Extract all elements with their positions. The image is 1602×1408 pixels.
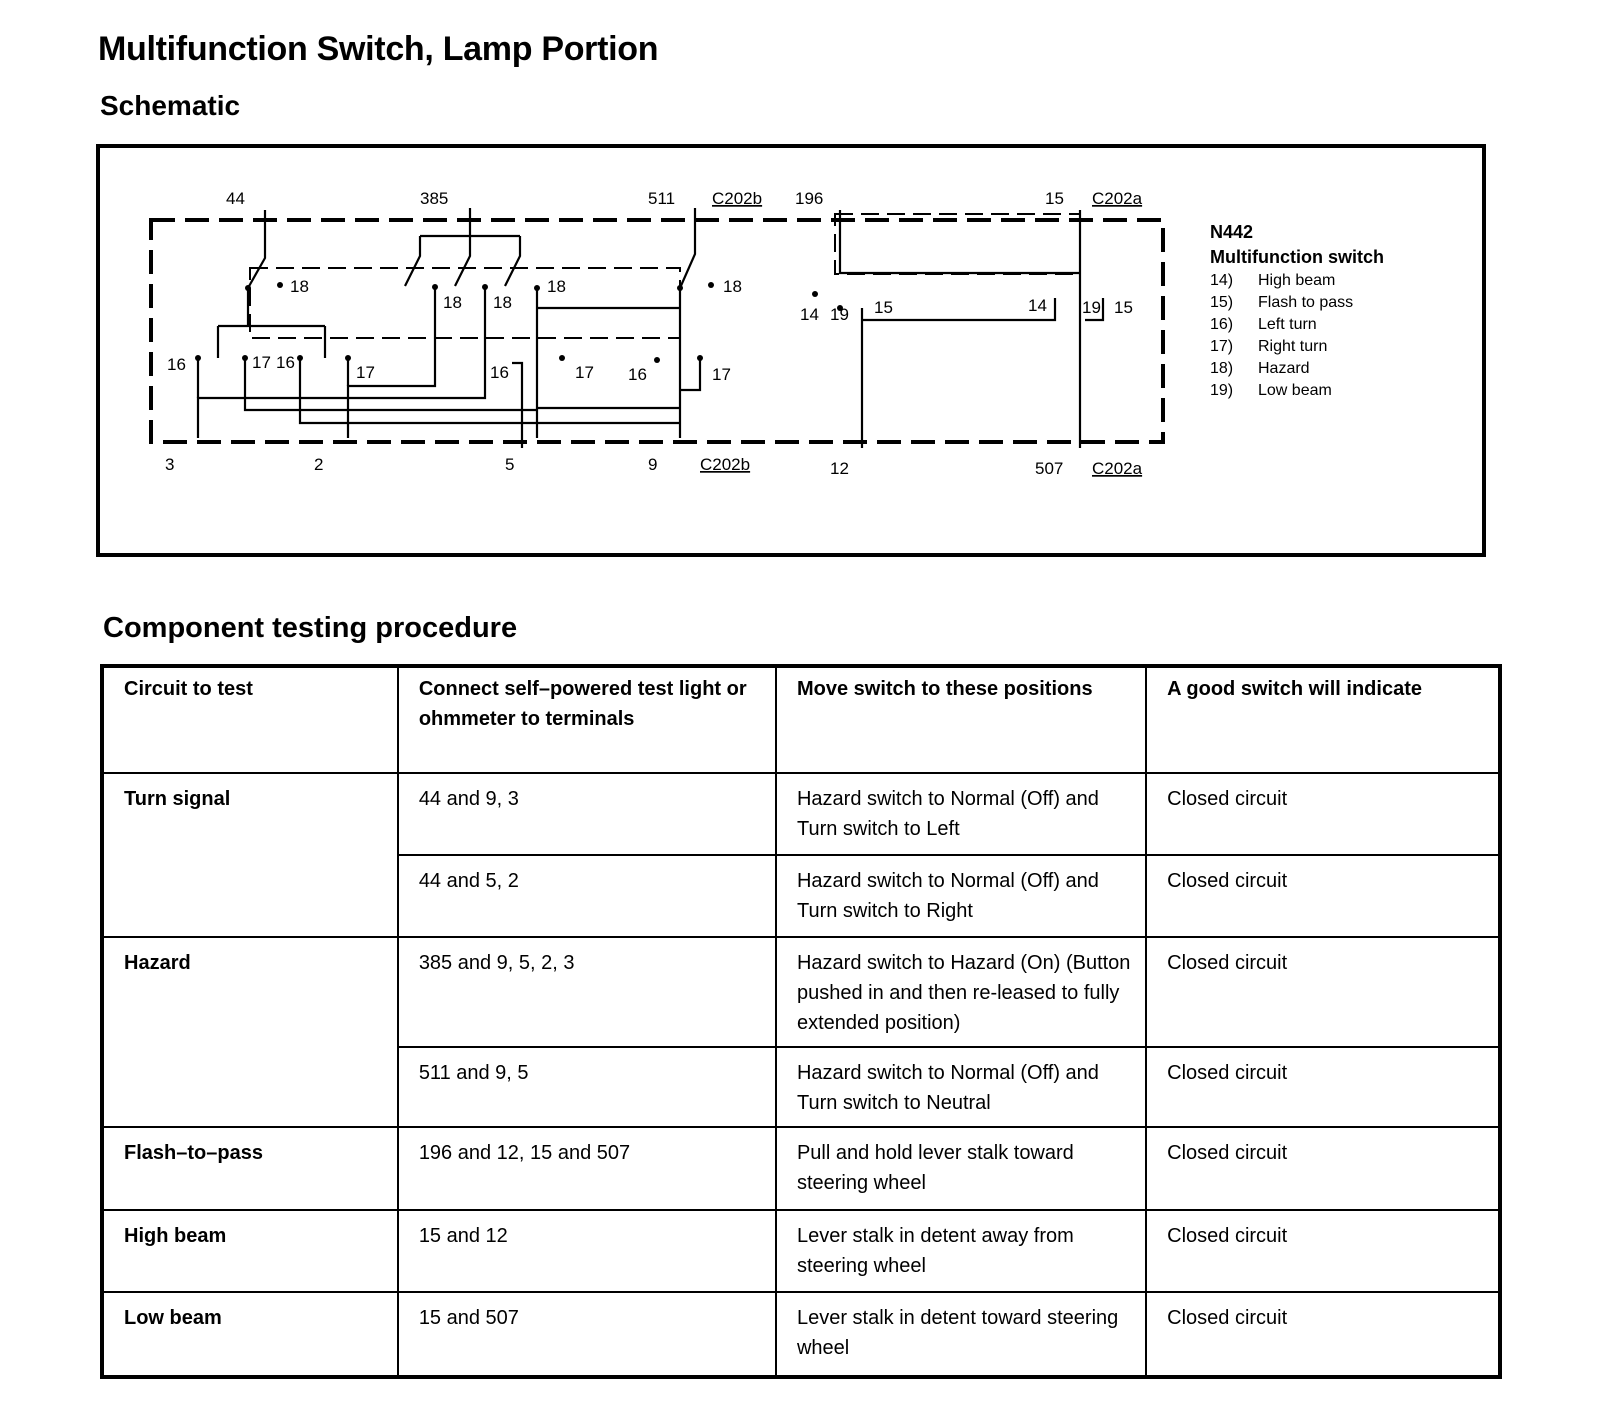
terminals-cell: 44 and 5, 2 bbox=[398, 855, 776, 937]
table-row bbox=[102, 1127, 1500, 1210]
label-18: 18 bbox=[290, 277, 309, 296]
terminal-2: 2 bbox=[314, 455, 324, 474]
terminal-3: 3 bbox=[165, 455, 175, 474]
terminal-15: 15 bbox=[1045, 189, 1064, 208]
position-cell: Pull and hold lever stalk toward steering wheel bbox=[776, 1127, 1146, 1210]
label-15: 15 bbox=[1114, 298, 1133, 317]
label-17: 17 bbox=[575, 363, 594, 382]
beam-contacts bbox=[862, 298, 1103, 448]
schematic-heading: Schematic bbox=[100, 90, 241, 121]
circuit-cell: Hazard bbox=[102, 937, 398, 1127]
label-14: 14 bbox=[1028, 296, 1047, 315]
result-cell: Closed circuit bbox=[1146, 937, 1500, 1047]
label-18: 18 bbox=[443, 293, 462, 312]
terminal-511: 511 bbox=[648, 189, 676, 208]
housing-inner-dashed bbox=[250, 268, 680, 338]
header-terminals: Connect self–powered test light or ohmmeter to terminals bbox=[398, 666, 776, 773]
position-cell: Hazard switch to Normal (Off) and Turn switch to Right bbox=[776, 855, 1146, 937]
position-cell: Hazard switch to Hazard (On) (Button pushed in and then re-leased to fully extended position) bbox=[776, 937, 1146, 1047]
label-16: 16 bbox=[628, 365, 647, 384]
label-18: 18 bbox=[723, 277, 742, 296]
table-row bbox=[102, 937, 1500, 1047]
position-cell: Hazard switch to Normal (Off) and Turn switch to Neutral bbox=[776, 1047, 1146, 1127]
procedure-heading: Component testing procedure bbox=[103, 612, 518, 644]
page-title: Multifunction Switch, Lamp Portion bbox=[98, 30, 659, 68]
circuit-cell: High beam bbox=[102, 1210, 398, 1292]
terminals-cell: 15 and 12 bbox=[398, 1210, 776, 1292]
legend-item: 16) Left turn bbox=[1210, 316, 1317, 333]
result-cell: Closed circuit bbox=[1146, 1047, 1500, 1127]
table-row bbox=[102, 1210, 1500, 1292]
terminal-385: 385 bbox=[420, 189, 449, 208]
legend-item: 15) Flash to pass bbox=[1210, 294, 1354, 311]
schematic-legend bbox=[1210, 220, 1384, 402]
label-14: 14 bbox=[800, 305, 819, 324]
label-18: 18 bbox=[547, 277, 566, 296]
legend-item: 19) Low beam bbox=[1210, 382, 1332, 399]
result-cell: Closed circuit bbox=[1146, 855, 1500, 937]
connector-c202a-top: C202a bbox=[1092, 189, 1143, 208]
label-15: 15 bbox=[874, 298, 893, 317]
position-cell: Lever stalk in detent toward steering wheel bbox=[776, 1292, 1146, 1377]
terminal-12: 12 bbox=[830, 459, 849, 478]
terminals-cell: 196 and 12, 15 and 507 bbox=[398, 1127, 776, 1210]
connector-c202a-bottom: C202a bbox=[1092, 459, 1143, 478]
circuit-cell: Flash–to–pass bbox=[102, 1127, 398, 1210]
connector-c202b-top: C202b bbox=[712, 189, 763, 208]
label-16: 16 bbox=[490, 363, 509, 382]
label-16: 16 bbox=[276, 353, 295, 372]
terminals-cell: 15 and 507 bbox=[398, 1292, 776, 1377]
housing-beam-dashed bbox=[835, 214, 1080, 274]
label-17: 17 bbox=[252, 353, 271, 372]
terminal-196: 196 bbox=[795, 189, 824, 208]
turn-contacts bbox=[198, 358, 700, 448]
wire-196 bbox=[840, 210, 1080, 448]
component-name: Multifunction switch bbox=[1210, 247, 1384, 267]
position-cell: Hazard switch to Normal (Off) and Turn switch to Left bbox=[776, 773, 1146, 855]
circuit-cell: Turn signal bbox=[102, 773, 398, 937]
result-cell: Closed circuit bbox=[1146, 1292, 1500, 1377]
wire-511 bbox=[680, 208, 695, 438]
legend-item: 18) Hazard bbox=[1210, 360, 1310, 377]
label-19: 19 bbox=[830, 305, 849, 324]
header-indication: A good switch will indicate bbox=[1146, 666, 1500, 773]
component-id: N442 bbox=[1210, 222, 1254, 242]
label-17: 17 bbox=[712, 365, 731, 384]
label-18: 18 bbox=[493, 293, 512, 312]
label-19: 19 bbox=[1082, 298, 1101, 317]
circuit-cell: Low beam bbox=[102, 1292, 398, 1377]
wire-44 bbox=[218, 210, 325, 358]
terminal-44: 44 bbox=[226, 189, 245, 208]
header-circuit: Circuit to test bbox=[102, 666, 398, 773]
procedure-table bbox=[100, 664, 1502, 1379]
table-row bbox=[102, 1292, 1500, 1377]
connector-c202b-bottom: C202b bbox=[700, 455, 751, 474]
terminals-cell: 511 and 9, 5 bbox=[398, 1047, 776, 1127]
table-header-row bbox=[102, 666, 1500, 773]
terminals-cell: 385 and 9, 5, 2, 3 bbox=[398, 937, 776, 1047]
terminal-9: 9 bbox=[648, 455, 658, 474]
terminal-5: 5 bbox=[505, 455, 515, 474]
label-16: 16 bbox=[167, 355, 186, 374]
terminal-507: 507 bbox=[1035, 459, 1064, 478]
result-cell: Closed circuit bbox=[1146, 1210, 1500, 1292]
schematic-diagram bbox=[96, 144, 1486, 557]
result-cell: Closed circuit bbox=[1146, 773, 1500, 855]
label-17: 17 bbox=[356, 363, 375, 382]
position-cell: Lever stalk in detent away from steering wheel bbox=[776, 1210, 1146, 1292]
table-row bbox=[102, 773, 1500, 855]
legend-item: 14) High beam bbox=[1210, 272, 1336, 289]
header-positions: Move switch to these positions bbox=[776, 666, 1146, 773]
legend-item: 17) Right turn bbox=[1210, 338, 1328, 355]
terminals-cell: 44 and 9, 3 bbox=[398, 773, 776, 855]
result-cell: Closed circuit bbox=[1146, 1127, 1500, 1210]
